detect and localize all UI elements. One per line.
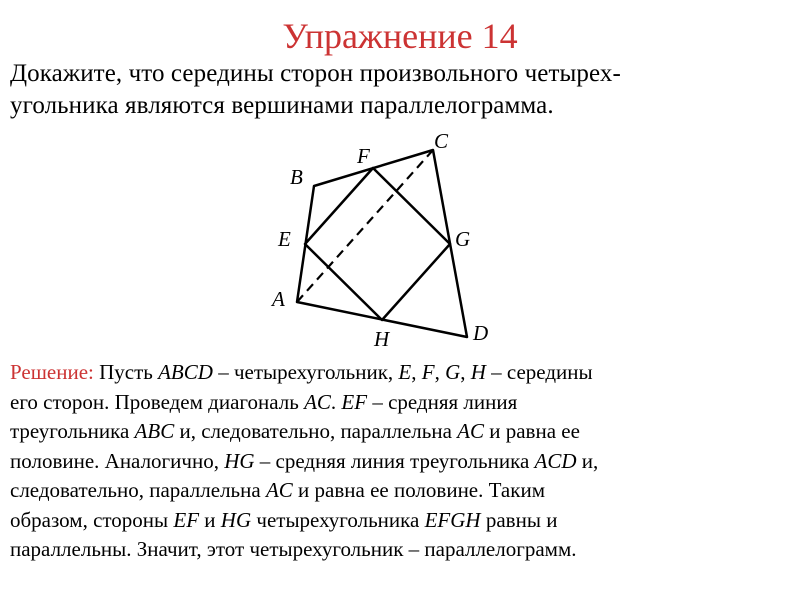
text-run: . (330, 389, 342, 414)
math-term: AC (265, 478, 293, 502)
label-a: A (272, 287, 285, 311)
text-run: , (460, 360, 471, 384)
quadrilateral-diagram (0, 120, 800, 360)
math-term: EFGH (424, 507, 481, 532)
text-run: Пусть (93, 360, 159, 384)
text-run: и, (576, 448, 599, 473)
solution-text (10, 358, 750, 565)
math-term: ACD (534, 448, 577, 473)
math-term: F (421, 360, 435, 384)
label-e: E (278, 227, 291, 251)
math-term: ABC (134, 419, 175, 443)
parallelogram-efgh (305, 168, 450, 320)
label-b: B (290, 165, 303, 189)
solution-line-3 (10, 417, 750, 447)
text-run: четырехугольника (251, 507, 425, 532)
solution-line-7 (10, 535, 750, 565)
text-run: треугольника (10, 419, 135, 443)
text-run: , (411, 360, 422, 384)
math-term: E (398, 360, 412, 384)
text-run: – середины (485, 360, 593, 384)
text-run: , (434, 360, 446, 384)
text-run: образом, стороны (10, 507, 174, 532)
text-run: его сторон. Проведем диагональ (10, 389, 305, 414)
text-run: и (199, 507, 221, 532)
text-run: и равна ее (484, 419, 580, 443)
task-line-2: угольника являются вершинами параллелограмма. (10, 92, 554, 119)
math-term: H (470, 360, 486, 384)
solution-line-1-body (94, 360, 593, 384)
math-term: G (445, 360, 461, 384)
text-run: равны и (480, 507, 558, 532)
text-run: – четырехугольник, (212, 360, 399, 384)
solution-line-5 (10, 476, 750, 506)
exercise-title: Упражнение 14 (282, 16, 518, 56)
label-h: H (374, 327, 390, 351)
solution-line-1 (10, 358, 750, 388)
text-run: и, следовательно, параллельна (174, 419, 458, 443)
diagonal-ac (297, 150, 433, 302)
task-line-1: Докажите, что середины сторон произвольного четырех- (10, 60, 621, 87)
math-term: HG (224, 448, 255, 473)
geometry-figure (0, 120, 800, 360)
solution-lead: Решение: (10, 360, 94, 384)
label-f: F (357, 144, 370, 168)
math-term: EF (173, 507, 200, 532)
math-term: EF (341, 389, 368, 414)
text-run: – средняя линия треугольника (254, 448, 535, 473)
text-run: – средняя линия (367, 389, 518, 414)
math-term: AC (304, 389, 331, 414)
text-run: следовательно, параллельна (10, 478, 266, 502)
text-run: половине. Аналогично, (10, 448, 225, 473)
text-run: и равна ее половине. Таким (292, 478, 545, 502)
solution-line-4 (10, 447, 750, 477)
label-d: D (473, 321, 489, 345)
solution-line-2 (10, 388, 750, 418)
math-term: AC (457, 419, 484, 443)
math-term: ABCD (158, 360, 213, 384)
label-g: G (455, 227, 471, 251)
text-run: параллельны. Значит, этот четырехугольник – параллелограмм. (10, 537, 577, 561)
math-term: HG (220, 507, 252, 532)
label-c: C (434, 129, 449, 153)
solution-line-6 (10, 506, 750, 536)
task-statement (10, 58, 792, 122)
